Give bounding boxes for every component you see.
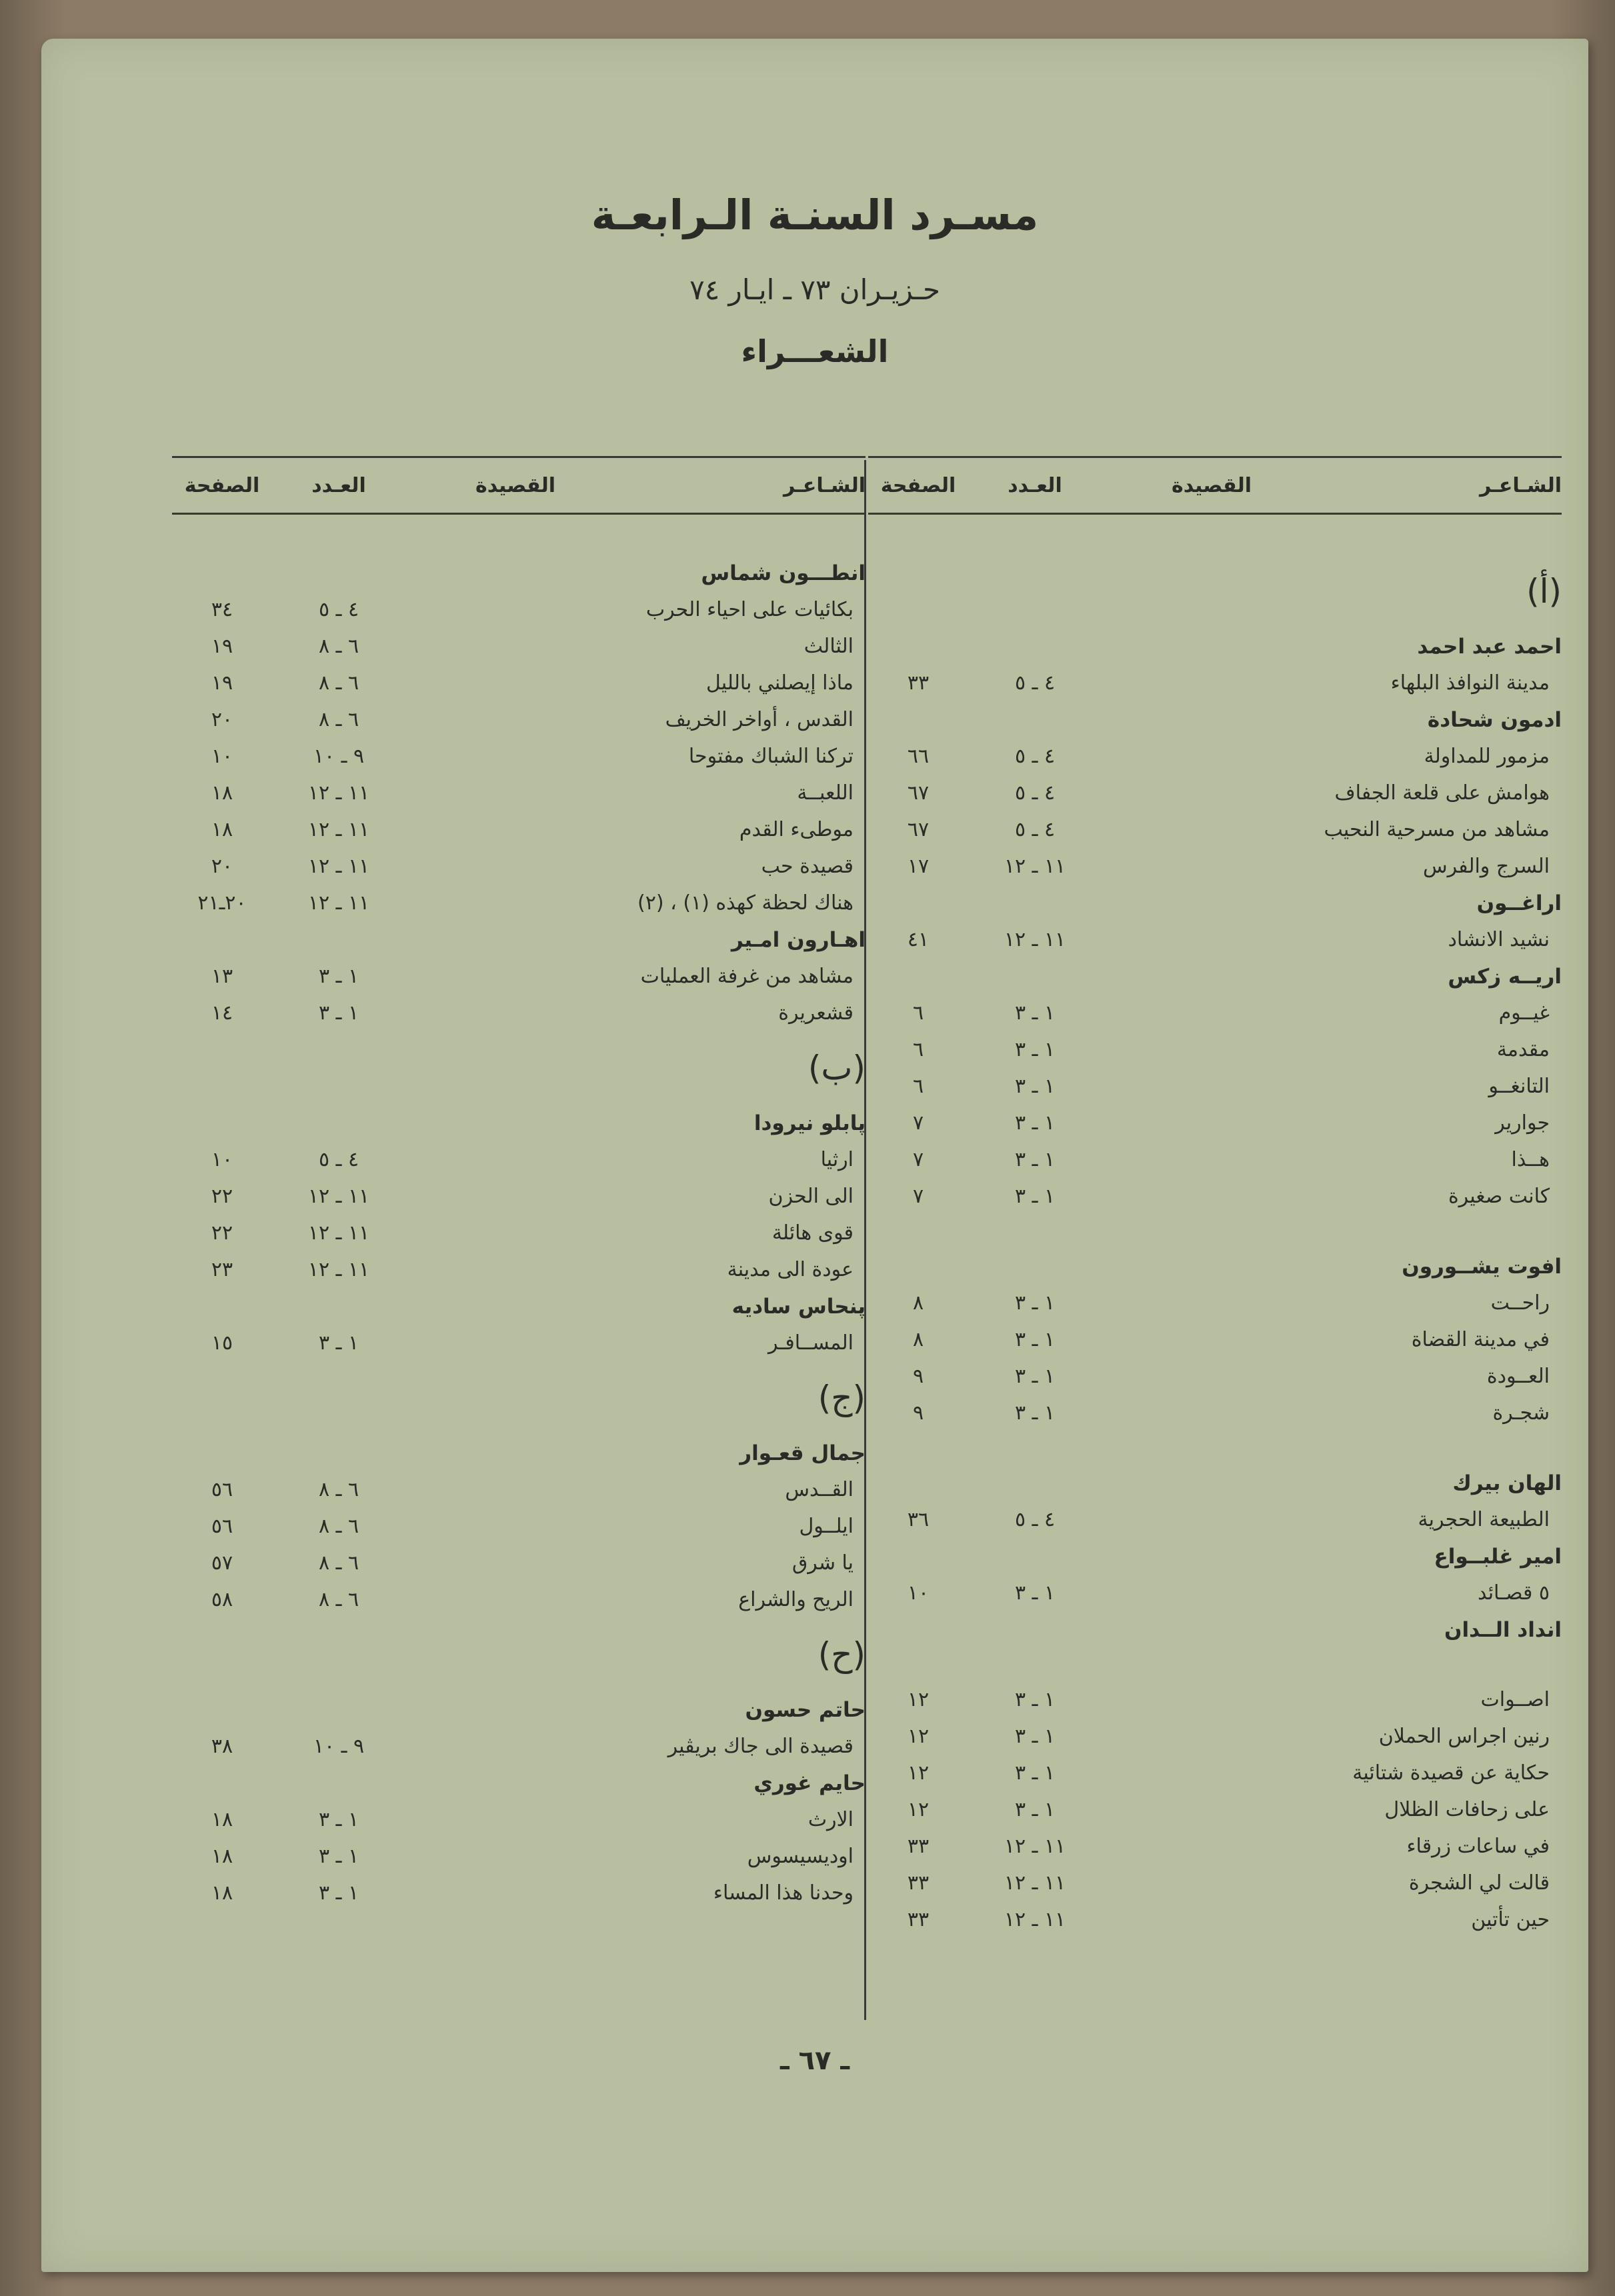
poem-title: كانت صغيرة bbox=[1448, 1185, 1550, 1208]
poet-name: ادمون شحادة bbox=[1427, 707, 1562, 732]
poem-entry bbox=[868, 665, 1562, 701]
issue-number: ١١ ـ ١٢ bbox=[307, 1221, 370, 1245]
poem-title: بكائيات على احياء الحرب bbox=[645, 598, 854, 621]
page-ref: ١٠ bbox=[211, 1148, 233, 1171]
poem-entry bbox=[172, 1545, 866, 1581]
poem-title: نشيد الانشاد bbox=[1448, 928, 1550, 951]
poem-entry bbox=[172, 1471, 866, 1508]
poem-entry bbox=[172, 1251, 866, 1288]
poem-entry bbox=[172, 1178, 866, 1215]
page-ref: ٧ bbox=[912, 1111, 924, 1135]
poem-entry bbox=[172, 628, 866, 665]
issue-number: ١ ـ ٣ bbox=[318, 1331, 359, 1355]
issue-number: ١١ ـ ١٢ bbox=[1004, 1908, 1066, 1931]
page-ref: ٦ bbox=[912, 1075, 924, 1098]
poem-entry bbox=[172, 701, 866, 738]
poem-title: رنين اجراس الحملان bbox=[1378, 1725, 1550, 1748]
page-ref: ٩ bbox=[912, 1401, 924, 1425]
poem-title: غيــوم bbox=[1498, 1001, 1550, 1025]
page-ref: ٩ bbox=[912, 1365, 924, 1388]
issue-number: ١ ـ ٣ bbox=[1014, 1038, 1056, 1061]
poem-entry bbox=[868, 1901, 1562, 1938]
poem-title: مزمور للمداولة bbox=[1424, 745, 1550, 768]
issue-number: ١١ ـ ١٢ bbox=[307, 818, 370, 841]
document-page bbox=[41, 39, 1588, 2272]
poem-entry bbox=[868, 1681, 1562, 1718]
issue-number: ١١ ـ ١٢ bbox=[307, 1258, 370, 1281]
letter-heading bbox=[172, 1361, 866, 1435]
poem-title: في ساعات زرقاء bbox=[1406, 1835, 1550, 1858]
poem-title: الى الحزن bbox=[768, 1185, 854, 1208]
poem-entry bbox=[868, 921, 1562, 958]
page-ref: ٦٧ bbox=[907, 781, 930, 805]
poem-title: قصيدة حب bbox=[761, 855, 854, 878]
issue-number: ١ ـ ٣ bbox=[318, 1845, 359, 1868]
poet-name: اهـارون امـير bbox=[731, 927, 866, 952]
issue-number: ١ ـ ٣ bbox=[1014, 1148, 1056, 1171]
poem-title: راحــت bbox=[1490, 1291, 1550, 1315]
issue-number: ١ ـ ٣ bbox=[1014, 1688, 1056, 1711]
issue-number: ١ ـ ٣ bbox=[1014, 1761, 1056, 1785]
issue-number: ٤ ـ ٥ bbox=[318, 598, 359, 621]
poem-title: في مدينة القضاة bbox=[1411, 1328, 1550, 1351]
poem-entry bbox=[868, 1718, 1562, 1755]
poem-title: على زحافات الظلال bbox=[1384, 1798, 1550, 1821]
poem-title: جوارير bbox=[1495, 1111, 1550, 1135]
page-ref: ١٢ bbox=[907, 1761, 930, 1785]
poet-name: جمال قعـوار bbox=[739, 1441, 866, 1465]
issue-number: ١ ـ ٣ bbox=[1014, 1328, 1056, 1351]
page-ref: ٢٠ bbox=[211, 855, 233, 878]
page-ref: ١٨ bbox=[211, 818, 233, 841]
left-column bbox=[172, 456, 866, 1911]
issue-number: ١ ـ ٣ bbox=[1014, 1365, 1056, 1388]
issue-number: ٤ ـ ٥ bbox=[1014, 781, 1056, 805]
poem-entry bbox=[868, 1285, 1562, 1321]
header-poem: القصيدة bbox=[1172, 473, 1252, 497]
poem-title: الريح والشراع bbox=[738, 1588, 854, 1611]
poem-title: حين تأتين bbox=[1471, 1908, 1550, 1931]
page-ref: ٣٣ bbox=[907, 1835, 930, 1858]
issue-number: ١١ ـ ١٢ bbox=[1004, 1871, 1066, 1895]
poem-title: قشعريرة bbox=[778, 1001, 854, 1025]
right-column bbox=[868, 456, 1562, 1938]
poet-name: امير غلبــواع bbox=[1434, 1544, 1562, 1569]
poem-title: ماذا إيصلني بالليل bbox=[705, 671, 854, 695]
poem-title: موطىء القدم bbox=[739, 818, 854, 841]
poem-entry bbox=[172, 1581, 866, 1618]
page-ref: ١٩ bbox=[211, 671, 233, 695]
poet-name: حاتم حسون bbox=[745, 1697, 866, 1722]
page-ref: ٨ bbox=[912, 1328, 924, 1351]
poem-entry bbox=[172, 1801, 866, 1838]
page-ref: ٥٦ bbox=[211, 1478, 233, 1501]
poem-title: هــذا bbox=[1511, 1148, 1550, 1171]
poem-entry bbox=[868, 1321, 1562, 1358]
page-ref: ٧ bbox=[912, 1148, 924, 1171]
page-ref: ٥٨ bbox=[211, 1588, 233, 1611]
poem-entry bbox=[868, 1395, 1562, 1431]
spacer bbox=[868, 1648, 1562, 1681]
poem-title: القــدس bbox=[785, 1478, 854, 1501]
right-column-rows bbox=[868, 515, 1562, 1938]
header-page: الصفحة bbox=[184, 473, 260, 497]
issue-number: ٤ ـ ٥ bbox=[318, 1148, 359, 1171]
poem-entry bbox=[172, 1728, 866, 1765]
poem-title: هناك لحظة كهذه (١) ، (٢) bbox=[637, 891, 854, 915]
poem-title: الارث bbox=[807, 1808, 854, 1831]
page-ref: ١٨ bbox=[211, 1845, 233, 1868]
poem-title: اصــوات bbox=[1480, 1688, 1550, 1711]
issue-number: ٤ ـ ٥ bbox=[1014, 671, 1056, 695]
issue-number: ٤ ـ ٥ bbox=[1014, 818, 1056, 841]
poet-name: الهان بيرك bbox=[1452, 1471, 1562, 1495]
poem-title: قصيدة الى جاك بريڤير bbox=[667, 1735, 854, 1758]
poem-title: حكاية عن قصيدة شتائية bbox=[1352, 1761, 1550, 1785]
poem-entry bbox=[868, 1575, 1562, 1611]
poem-entry bbox=[172, 811, 866, 848]
spacer bbox=[868, 1215, 1562, 1248]
poet-name: انطـــون شماس bbox=[701, 561, 866, 585]
issue-number: ١ ـ ٣ bbox=[1014, 1581, 1056, 1605]
page-subtitle: حـزيـران ٧٣ ـ ايـار ٧٤ bbox=[689, 273, 940, 306]
poem-entry bbox=[172, 1875, 866, 1911]
header-issue: العـدد bbox=[1008, 473, 1062, 497]
poem-title: وحدنا هذا المساء bbox=[713, 1881, 854, 1905]
issue-number: ١ ـ ٣ bbox=[318, 1881, 359, 1905]
poem-entry bbox=[172, 995, 866, 1031]
poem-title: هوامش على قلعة الجفاف bbox=[1334, 781, 1550, 805]
poem-entry bbox=[868, 1358, 1562, 1395]
issue-number: ١ ـ ٣ bbox=[1014, 1001, 1056, 1025]
page-ref: ٢٢ bbox=[211, 1185, 233, 1208]
poem-title: اللعبــة bbox=[797, 781, 854, 805]
page-ref: ٣٣ bbox=[907, 1908, 930, 1931]
page-ref: ١٨ bbox=[211, 781, 233, 805]
page-ref: ٢٠ـ٢١ bbox=[197, 891, 247, 915]
page-ref: ٣٦ bbox=[907, 1508, 930, 1531]
poem-entry bbox=[868, 995, 1562, 1031]
poem-entry bbox=[868, 1501, 1562, 1538]
poet-name: پنحاس ساديه bbox=[731, 1294, 866, 1319]
poem-title: ارثيا bbox=[820, 1148, 854, 1171]
issue-number: ١ ـ ٣ bbox=[318, 965, 359, 988]
issue-number: ٦ ـ ٨ bbox=[318, 1515, 359, 1538]
page-ref: ١٠ bbox=[211, 745, 233, 768]
poem-entry bbox=[868, 1791, 1562, 1828]
poem-entry bbox=[868, 1068, 1562, 1105]
poem-entry bbox=[172, 848, 866, 885]
poem-title: مشاهد من غرفة العمليات bbox=[640, 965, 854, 988]
poet-name: احمد عبد احمد bbox=[1417, 634, 1562, 659]
left-column-rows bbox=[172, 515, 866, 1911]
poem-title: مشاهد من مسرحية النحيب bbox=[1324, 818, 1550, 841]
left-column-header bbox=[172, 456, 866, 515]
poem-title: المســافـر bbox=[768, 1331, 854, 1355]
issue-number: ٦ ـ ٨ bbox=[318, 1588, 359, 1611]
letter-heading-text: (ب) bbox=[807, 1049, 866, 1087]
header-issue: العـدد bbox=[311, 473, 366, 497]
poem-entry bbox=[868, 1178, 1562, 1215]
issue-number: ١ ـ ٣ bbox=[1014, 1185, 1056, 1208]
issue-number: ١١ ـ ١٢ bbox=[307, 855, 370, 878]
right-column-header bbox=[868, 456, 1562, 515]
issue-number: ٩ ـ ١٠ bbox=[313, 745, 365, 768]
poem-entry bbox=[172, 1508, 866, 1545]
letter-heading-text: (ح) bbox=[818, 1635, 866, 1674]
poem-entry bbox=[868, 1828, 1562, 1865]
poem-entry bbox=[868, 1105, 1562, 1141]
poem-title: ٥ قصـائد bbox=[1477, 1581, 1550, 1605]
poem-title: يا شرق bbox=[792, 1551, 854, 1575]
poem-title: العــودة bbox=[1486, 1365, 1550, 1388]
poem-title: تركنا الشباك مفتوحا bbox=[688, 745, 854, 768]
page-ref: ٦ bbox=[912, 1001, 924, 1025]
issue-number: ٦ ـ ٨ bbox=[318, 671, 359, 695]
page-ref: ٨ bbox=[912, 1291, 924, 1315]
poem-title: ايلــول bbox=[799, 1515, 854, 1538]
page-ref: ٥٧ bbox=[211, 1551, 233, 1575]
issue-number: ٦ ـ ٨ bbox=[318, 1478, 359, 1501]
issue-number: ١ ـ ٣ bbox=[1014, 1111, 1056, 1135]
poem-entry bbox=[172, 665, 866, 701]
issue-number: ٤ ـ ٥ bbox=[1014, 745, 1056, 768]
page-ref: ٦٦ bbox=[907, 745, 930, 768]
poem-entry bbox=[172, 591, 866, 628]
header-poet: الشـاعـر bbox=[1479, 473, 1562, 497]
poem-title: القدس ، أواخر الخريف bbox=[665, 708, 854, 731]
poem-entry bbox=[868, 775, 1562, 811]
issue-number: ١ ـ ٣ bbox=[318, 1001, 359, 1025]
page-number: ـ ٦٧ ـ bbox=[779, 2045, 850, 2076]
letter-heading-text: (ج) bbox=[818, 1379, 866, 1417]
poem-entry bbox=[868, 1755, 1562, 1791]
page-ref: ٤١ bbox=[907, 928, 930, 951]
issue-number: ٦ ـ ٨ bbox=[318, 635, 359, 658]
poem-entry bbox=[868, 1141, 1562, 1178]
poem-title: الطبيعة الحجرية bbox=[1418, 1508, 1550, 1531]
issue-number: ١١ ـ ١٢ bbox=[1004, 928, 1066, 951]
poem-entry bbox=[172, 1838, 866, 1875]
issue-number: ٤ ـ ٥ bbox=[1014, 1508, 1056, 1531]
poem-title: مقدمة bbox=[1496, 1038, 1550, 1061]
poem-entry bbox=[172, 738, 866, 775]
poem-title: مدينة النوافذ البلهاء bbox=[1390, 671, 1550, 695]
issue-number: ٦ ـ ٨ bbox=[318, 1551, 359, 1575]
poem-entry bbox=[868, 1031, 1562, 1068]
poem-entry bbox=[868, 811, 1562, 848]
page-ref: ١٩ bbox=[211, 635, 233, 658]
page-ref: ١٨ bbox=[211, 1881, 233, 1905]
poet-name: افوت يشــورون bbox=[1402, 1254, 1562, 1279]
spacer bbox=[868, 1431, 1562, 1465]
letter-heading bbox=[172, 1031, 866, 1105]
poet-name: اراغــون bbox=[1476, 891, 1562, 915]
poem-entry bbox=[172, 1325, 866, 1361]
poet-name: حايم غوري bbox=[753, 1771, 866, 1795]
poem-title: السرج والفرس bbox=[1422, 855, 1550, 878]
poem-entry bbox=[172, 885, 866, 921]
page-ref: ٢٣ bbox=[211, 1258, 233, 1281]
poet-name: انداد الــدان bbox=[1444, 1617, 1562, 1642]
poem-entry bbox=[868, 1865, 1562, 1901]
issue-number: ١ ـ ٣ bbox=[1014, 1291, 1056, 1315]
page-ref: ٧ bbox=[912, 1185, 924, 1208]
issue-number: ١١ ـ ١٢ bbox=[307, 1185, 370, 1208]
letter-heading-text: (أ) bbox=[1526, 572, 1562, 611]
page-ref: ١٥ bbox=[211, 1331, 233, 1355]
poem-title: اوديسيسوس bbox=[747, 1845, 854, 1868]
page-ref: ٢٢ bbox=[211, 1221, 233, 1245]
letter-heading bbox=[868, 555, 1562, 628]
page-ref: ١٠ bbox=[907, 1581, 930, 1605]
letter-heading bbox=[172, 1618, 866, 1691]
poem-entry bbox=[172, 1141, 866, 1178]
poem-entry bbox=[868, 848, 1562, 885]
page-ref: ٣٨ bbox=[211, 1735, 233, 1758]
issue-number: ١ ـ ٣ bbox=[1014, 1401, 1056, 1425]
poet-name: پابلو نيرودا bbox=[753, 1111, 866, 1135]
issue-number: ١ ـ ٣ bbox=[318, 1808, 359, 1831]
page-ref: ١٢ bbox=[907, 1798, 930, 1821]
page-ref: ٣٣ bbox=[907, 671, 930, 695]
section-heading: الشعـــراء bbox=[741, 333, 889, 369]
poem-entry bbox=[868, 738, 1562, 775]
issue-number: ١ ـ ٣ bbox=[1014, 1798, 1056, 1821]
issue-number: ٦ ـ ٨ bbox=[318, 708, 359, 731]
page-ref: ١٧ bbox=[907, 855, 930, 878]
issue-number: ١١ ـ ١٢ bbox=[1004, 1835, 1066, 1858]
poem-title: عودة الى مدينة bbox=[727, 1258, 854, 1281]
issue-number: ١١ ـ ١٢ bbox=[307, 781, 370, 805]
poem-title: الثالث bbox=[803, 635, 854, 658]
poem-title: التانغــو bbox=[1488, 1075, 1550, 1098]
page-ref: ١٢ bbox=[907, 1725, 930, 1748]
header-page: الصفحة bbox=[880, 473, 956, 497]
page-title: مسـرد السنـة الـرابعـة bbox=[591, 191, 1039, 239]
poem-entry bbox=[172, 1215, 866, 1251]
page-ref: ٦ bbox=[912, 1038, 924, 1061]
page-ref: ٦٧ bbox=[907, 818, 930, 841]
poem-title: شجـرة bbox=[1492, 1401, 1550, 1425]
poet-name: اريــه زكس bbox=[1448, 964, 1562, 989]
page-ref: ١٢ bbox=[907, 1688, 930, 1711]
page-ref: ٢٠ bbox=[211, 708, 233, 731]
poem-entry bbox=[172, 958, 866, 995]
issue-number: ١ ـ ٣ bbox=[1014, 1075, 1056, 1098]
header-poem: القصيدة bbox=[475, 473, 555, 497]
issue-number: ٩ ـ ١٠ bbox=[313, 1735, 365, 1758]
page-ref: ١٣ bbox=[211, 965, 233, 988]
header-poet: الشـاعـر bbox=[783, 473, 866, 497]
issue-number: ١١ ـ ١٢ bbox=[1004, 855, 1066, 878]
poem-entry bbox=[172, 775, 866, 811]
page-ref: ٣٣ bbox=[907, 1871, 930, 1895]
page-ref: ٥٦ bbox=[211, 1515, 233, 1538]
page-ref: ١٤ bbox=[211, 1001, 233, 1025]
issue-number: ١١ ـ ١٢ bbox=[307, 891, 370, 915]
issue-number: ١ ـ ٣ bbox=[1014, 1725, 1056, 1748]
page-ref: ١٨ bbox=[211, 1808, 233, 1831]
poem-title: قوى هائلة bbox=[771, 1221, 854, 1245]
page-ref: ٣٤ bbox=[211, 598, 233, 621]
poem-title: قالت لي الشجرة bbox=[1408, 1871, 1550, 1895]
